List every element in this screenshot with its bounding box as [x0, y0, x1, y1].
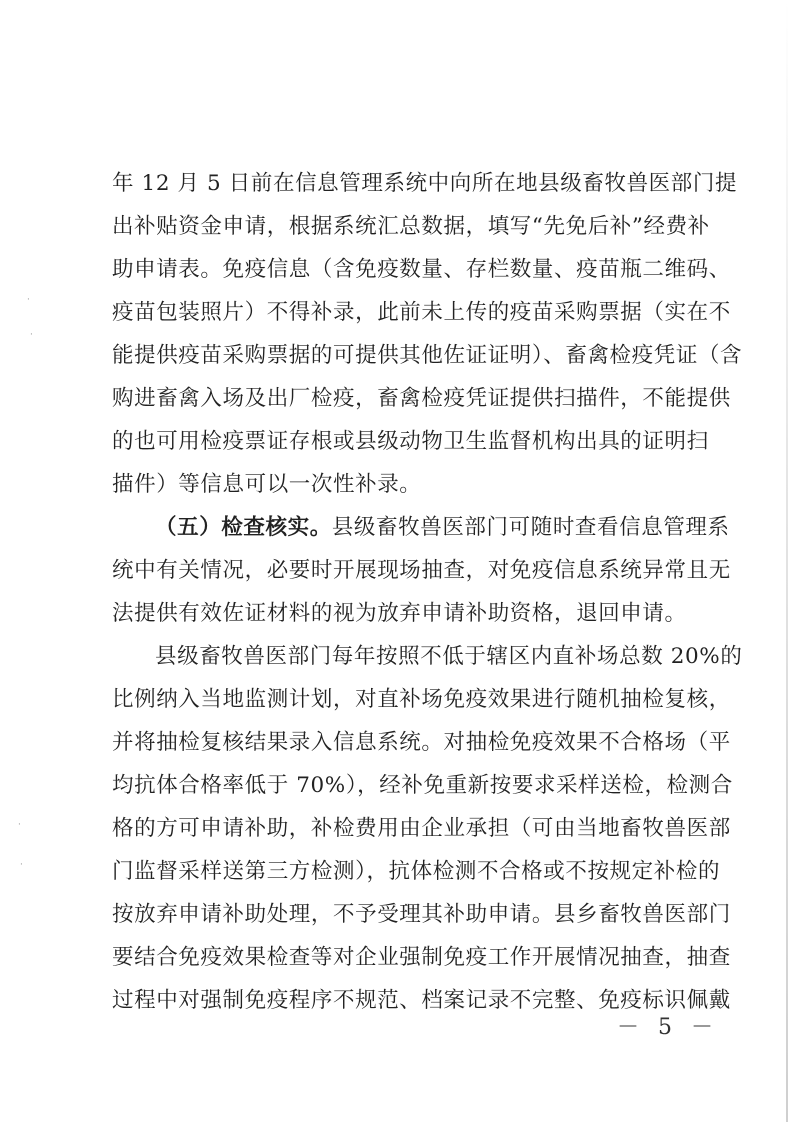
section-text: 县级畜牧兽医部门可随时查看信息管理系: [331, 515, 730, 540]
paragraph-line: 统中有关情况，必要时开展现场抽查，对免疫信息系统异常且无: [112, 558, 731, 583]
paragraph-line: 并将抽检复核结果录入信息系统。对抽检免疫效果不合格场（平: [112, 730, 731, 755]
paragraph-line: 县级畜牧兽医部门每年按照不低于辖区内直补场总数 20%的: [155, 644, 743, 669]
paragraph-line: 均抗体合格率低于 70%），经补免重新按要求采样送检，检测合: [112, 773, 733, 798]
scan-artifact: ·: [18, 820, 21, 830]
paragraph-line: 描件）等信息可以一次性补录。: [112, 472, 422, 497]
paragraph-line: 要结合免疫效果检查等对企业强制免疫工作开展情况抽查，抽查: [112, 945, 731, 970]
paragraph-line: 格的方可申请补助，补检费用由企业承担（可由当地畜牧兽医部: [112, 816, 731, 841]
paragraph-line: 助申请表。免疫信息（含免疫数量、存栏数量、疫苗瓶二维码、: [112, 257, 731, 282]
scan-artifact: ·: [30, 330, 33, 340]
paragraph-line: 比例纳入当地监测计划，对直补场免疫效果进行随机抽检复核，: [112, 687, 731, 712]
scan-artifact: ·: [20, 860, 23, 870]
paragraph-line: 年 12 月 5 日前在信息管理系统中向所在地县级畜牧兽医部门提: [112, 171, 738, 196]
scan-artifact: ·: [27, 295, 30, 305]
paragraph-line: 按放弃申请补助处理，不予受理其补助申请。县乡畜牧兽医部门: [112, 902, 731, 927]
paragraph-line: 门监督采样送第三方检测），抗体检测不合格或不按规定补检的: [112, 859, 721, 884]
paragraph-line: 疫苗包装照片）不得补录，此前未上传的疫苗采购票据（实在不: [112, 300, 731, 325]
paragraph-line: 出补贴资金申请，根据系统汇总数据，填写“先免后补”经费补: [112, 214, 710, 239]
page-number: － 5 －: [617, 1015, 719, 1040]
paragraph-line: 购进畜禽入场及出厂检疫，畜禽检疫凭证提供扫描件，不能提供: [112, 386, 731, 411]
section-heading: （五）检查核实。: [155, 515, 332, 540]
scan-edge-shadow: [786, 0, 788, 1122]
section-heading-line: [155, 515, 730, 540]
paragraph-line: 法提供有效佐证材料的视为放弃申请补助资格，退回申请。: [112, 601, 687, 626]
paragraph-line: 能提供疫苗采购票据的可提供其他佐证证明）、畜禽检疫凭证（含: [112, 343, 743, 368]
paragraph-line: 的也可用检疫票证存根或县级动物卫生监督机构出具的证明扫: [112, 429, 709, 454]
paragraph-line: 过程中对强制免疫程序不规范、档案记录不完整、免疫标识佩戴: [112, 988, 731, 1013]
